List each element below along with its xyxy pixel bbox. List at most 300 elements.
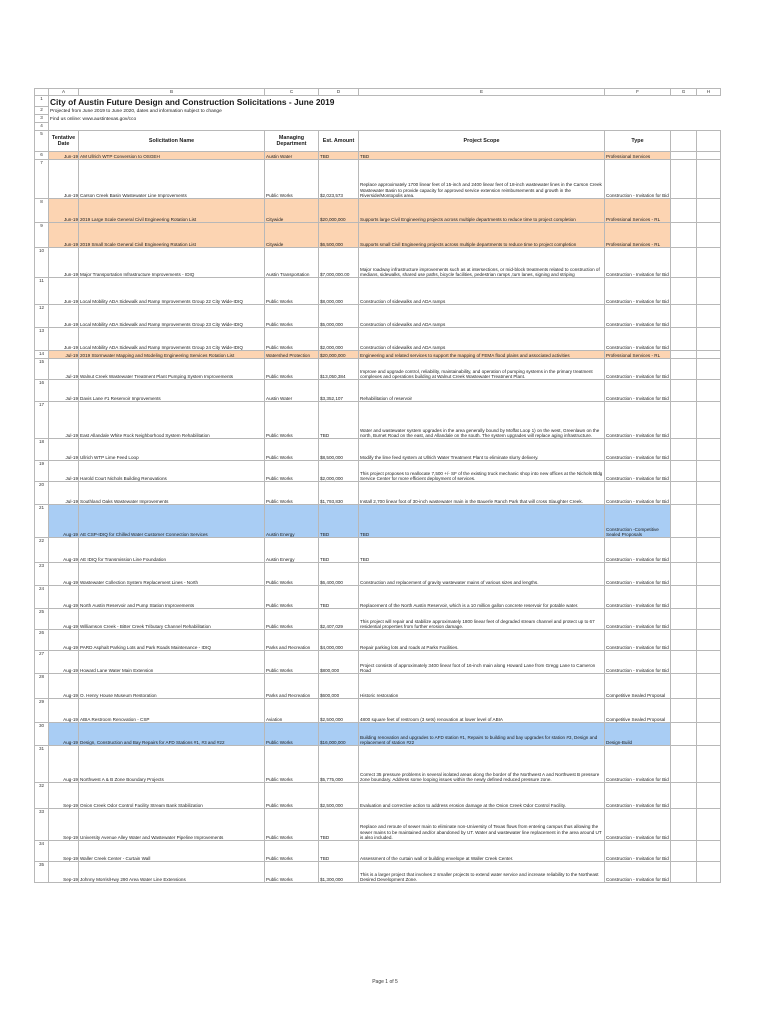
empty-cell bbox=[671, 862, 697, 883]
type-cell: Construction - Invitation for Bid bbox=[605, 461, 671, 482]
type-cell: Construction - Invitation for Bid bbox=[605, 609, 671, 630]
amount-cell: TBD bbox=[319, 538, 359, 563]
amount-cell: $1,793,830 bbox=[319, 482, 359, 505]
row-number: 16 bbox=[35, 380, 49, 402]
row-number: 11 bbox=[35, 278, 49, 305]
header-solicitation-name: Solicitation Name bbox=[79, 131, 265, 152]
empty-cell bbox=[671, 380, 697, 402]
department-cell: Public Works bbox=[265, 278, 319, 305]
empty-cell bbox=[697, 248, 721, 278]
type-cell: Construction - Invitation for Bid bbox=[605, 746, 671, 783]
type-cell: Professional Services - RL bbox=[605, 223, 671, 248]
subtitle-row bbox=[35, 115, 721, 123]
scope-cell: Building renovation and upgrades to AFD station #1, Repairs to building and bay upgrades for station #3, Design and replacement of station #22 bbox=[359, 723, 605, 746]
department-cell: Parks and Recreation bbox=[265, 674, 319, 699]
solicitation-name-cell: North Austin Reservoir and Pump Station Improvements bbox=[79, 586, 265, 609]
empty-cell bbox=[671, 439, 697, 461]
empty-cell bbox=[697, 152, 721, 160]
page-footer: Page 1 of 5 bbox=[372, 979, 398, 985]
empty-cell bbox=[671, 131, 697, 152]
amount-cell: TBD bbox=[319, 152, 359, 160]
amount-cell: $20,000,000 bbox=[319, 199, 359, 223]
amount-cell: TBD bbox=[319, 505, 359, 538]
type-cell: Construction - Invitation for Bid bbox=[605, 248, 671, 278]
subtitle-row bbox=[35, 107, 721, 115]
row-number: 23 bbox=[35, 563, 49, 586]
amount-cell: $6,400,000 bbox=[319, 563, 359, 586]
empty-cell bbox=[671, 609, 697, 630]
table-row bbox=[35, 402, 721, 439]
scope-cell: This project proposes to reallocate 7,500 +/- SF of the existing truck mechanic shop into new offices at the Nichols Bldg Service Center for more efficient deployment of services. bbox=[359, 461, 605, 482]
empty-cell bbox=[671, 359, 697, 380]
amount-cell: $2,023,573 bbox=[319, 160, 359, 199]
spreadsheet bbox=[34, 88, 720, 883]
type-cell: Construction - Invitation for Bid bbox=[605, 783, 671, 809]
amount-cell: $8,500,000 bbox=[319, 439, 359, 461]
amount-cell: $5,775,000 bbox=[319, 746, 359, 783]
solicitation-name-cell: 2019 Stormwater Mapping and Modeling Engineering Services Rotation List bbox=[79, 351, 265, 359]
amount-cell: TBD bbox=[319, 841, 359, 862]
empty-cell bbox=[697, 609, 721, 630]
empty-cell bbox=[697, 359, 721, 380]
row-number: 15 bbox=[35, 359, 49, 380]
header-project-scope: Project Scope bbox=[359, 131, 605, 152]
amount-cell: $13,050,384 bbox=[319, 359, 359, 380]
column-header-b: B bbox=[79, 89, 265, 96]
solicitations-table bbox=[34, 88, 721, 883]
date-cell: Jul-19 bbox=[49, 359, 79, 380]
empty-cell bbox=[697, 461, 721, 482]
row-number: 25 bbox=[35, 609, 49, 630]
type-cell: Construction - Invitation for Bid bbox=[605, 563, 671, 586]
date-cell: Jul-19 bbox=[49, 402, 79, 439]
row-number: 14 bbox=[35, 351, 49, 359]
table-row bbox=[35, 841, 721, 862]
table-row bbox=[35, 359, 721, 380]
solicitation-name-cell: University Avenue Alley Water and Wastewater Pipeline Improvements bbox=[79, 809, 265, 841]
row-number: 24 bbox=[35, 586, 49, 609]
solicitation-name-cell: Design, Construction and Bay Repairs for AFD Stations #1, #3 and #22 bbox=[79, 723, 265, 746]
date-cell: Sep-19 bbox=[49, 841, 79, 862]
row-number: 28 bbox=[35, 674, 49, 699]
type-cell: Professional Services - RL bbox=[605, 199, 671, 223]
empty-cell bbox=[697, 674, 721, 699]
scope-cell: TBD bbox=[359, 152, 605, 160]
header-date: Tentative Date bbox=[49, 131, 79, 152]
department-cell: Public Works bbox=[265, 328, 319, 351]
table-header-row bbox=[35, 131, 721, 152]
table-row bbox=[35, 586, 721, 609]
solicitation-name-cell: Waller Creek Center - Curtain Wall bbox=[79, 841, 265, 862]
department-cell: Public Works bbox=[265, 160, 319, 199]
type-cell: Construction - Invitation for Bid bbox=[605, 586, 671, 609]
subtitle-website: Find us online: www.austintexas.gov/cco bbox=[50, 117, 137, 123]
scope-cell: Replace approximately 1700 linear feet of 15-inch and 2400 linear feet of 18-inch wastewater lines in the Carson Creek Wastewater Basin to provide capacity for approved service extension reimbursements and growth in the Riverside/Montopolis area. bbox=[359, 160, 605, 199]
solicitation-name-cell: PARD Asphalt Parking Lots and Park Roads Maintenance - IDIQ bbox=[79, 630, 265, 651]
solicitation-name-cell: Carson Creek Basin Wastewater Line Improvements bbox=[79, 160, 265, 199]
date-cell: Jun-19 bbox=[49, 160, 79, 199]
amount-cell: $3,352,107 bbox=[319, 380, 359, 402]
department-cell: Public Works bbox=[265, 809, 319, 841]
scope-cell: Engineering and related services to support the mapping of FEMA flood plains and associated activities bbox=[359, 351, 605, 359]
row-number: 32 bbox=[35, 783, 49, 809]
amount-cell: $2,500,000 bbox=[319, 783, 359, 809]
scope-cell: Correct 35 pressure problems in several isolated areas along the border of the Northwest A and Northwest B pressure zone boundary. Address some looping issues within the newly defined reduced pressure zone. bbox=[359, 746, 605, 783]
empty-cell bbox=[697, 328, 721, 351]
empty-cell bbox=[697, 380, 721, 402]
scope-cell: Construction of sidewalks and ADA ramps bbox=[359, 328, 605, 351]
date-cell: Jun-19 bbox=[49, 305, 79, 328]
empty-cell bbox=[671, 651, 697, 674]
scope-cell: Replacement of the North Austin Reservoir, which is a 10 million gallon concrete reservoir for potable water. bbox=[359, 586, 605, 609]
type-cell: Construction - Invitation for Bid bbox=[605, 305, 671, 328]
date-cell: Jun-19 bbox=[49, 223, 79, 248]
date-cell: Jul-19 bbox=[49, 439, 79, 461]
table-row bbox=[35, 380, 721, 402]
column-header-d: D bbox=[319, 89, 359, 96]
empty-cell bbox=[671, 586, 697, 609]
type-cell: Construction - Invitation for Bid bbox=[605, 402, 671, 439]
amount-cell: TBD bbox=[319, 402, 359, 439]
solicitation-name-cell: Southland Oaks Wastewater Improvements bbox=[79, 482, 265, 505]
type-cell: Construction -Competitive Sealed Proposals bbox=[605, 505, 671, 538]
empty-cell bbox=[697, 538, 721, 563]
row-number: 5 bbox=[35, 131, 49, 152]
row-number: 20 bbox=[35, 482, 49, 505]
date-cell: Aug-19 bbox=[49, 538, 79, 563]
type-cell: Construction - Invitation for Bid bbox=[605, 538, 671, 563]
empty-cell bbox=[697, 809, 721, 841]
date-cell: Jun-19 bbox=[49, 199, 79, 223]
empty-cell bbox=[671, 674, 697, 699]
amount-cell: $1,300,000 bbox=[319, 862, 359, 883]
department-cell: Citywide bbox=[265, 223, 319, 248]
scope-cell: Improve and upgrade control, reliability, maintainability, and operation of pumping systems in the primary treatment complexes and operations building at Walnut Creek Wastewater Treatment Plant. bbox=[359, 359, 605, 380]
amount-cell: TBD bbox=[319, 809, 359, 841]
department-cell: Public Works bbox=[265, 439, 319, 461]
table-row bbox=[35, 723, 721, 746]
date-cell: Aug-19 bbox=[49, 586, 79, 609]
scope-cell: TBD bbox=[359, 538, 605, 563]
row-number: 4 bbox=[35, 123, 49, 131]
table-row bbox=[35, 674, 721, 699]
table-row bbox=[35, 248, 721, 278]
scope-cell: Supports large Civil Engineering projects across multiple departments to reduce time to project completion bbox=[359, 199, 605, 223]
row-number: 31 bbox=[35, 746, 49, 783]
empty-cell bbox=[671, 152, 697, 160]
type-cell: Construction - Invitation for Bid bbox=[605, 482, 671, 505]
empty-cell bbox=[671, 199, 697, 223]
empty-cell bbox=[697, 746, 721, 783]
amount-cell: $5,000,000 bbox=[319, 305, 359, 328]
table-row bbox=[35, 439, 721, 461]
scope-cell: Replace and reroute of sewer main to eliminate non-University of Texas flows from entering campus thus allowing the sewer mains to be maintained and/or abandoned by UT. Water and wastewater line replacement in the area around UT is also included. bbox=[359, 809, 605, 841]
amount-cell: $16,000,000 bbox=[319, 723, 359, 746]
department-cell: Parks and Recreation bbox=[265, 630, 319, 651]
amount-cell: $800,000 bbox=[319, 651, 359, 674]
type-cell: Construction - Invitation for Bid bbox=[605, 862, 671, 883]
department-cell: Public Works bbox=[265, 402, 319, 439]
type-cell: Professional Services bbox=[605, 152, 671, 160]
header-est-amount: Est. Amount bbox=[319, 131, 359, 152]
table-row bbox=[35, 328, 721, 351]
date-cell: Aug-19 bbox=[49, 505, 79, 538]
scope-cell: Repair parking lots and roads at Parks Facilities. bbox=[359, 630, 605, 651]
empty-cell bbox=[671, 160, 697, 199]
scope-cell: Construction of sidewalks and ADA ramps bbox=[359, 278, 605, 305]
table-row bbox=[35, 505, 721, 538]
department-cell: Public Works bbox=[265, 586, 319, 609]
empty-cell bbox=[697, 160, 721, 199]
solicitation-name-cell: Local Mobility ADA Sidewalk and Ramp Improvements Group 24 City Wide-IDIQ bbox=[79, 328, 265, 351]
table-row bbox=[35, 223, 721, 248]
solicitation-name-cell: Davis Lane #1 Reservoir Improvements bbox=[79, 380, 265, 402]
row-number: 35 bbox=[35, 862, 49, 883]
empty-cell bbox=[671, 809, 697, 841]
scope-cell: Water and wastewater system upgrades in the area generally bound by Moffat Loop 1) on the west, Greenlawn on the north, Burnet Road on the east, and Allandale on the south. The system upgrades will replace aging infrastructure. bbox=[359, 402, 605, 439]
table-row bbox=[35, 746, 721, 783]
row-number: 17 bbox=[35, 402, 49, 439]
solicitation-name-cell: Local Mobility ADA Sidewalk and Ramp Improvements Group 22 City Wide-IDIQ bbox=[79, 278, 265, 305]
row-number: 9 bbox=[35, 223, 49, 248]
date-cell: Aug-19 bbox=[49, 651, 79, 674]
table-row bbox=[35, 630, 721, 651]
date-cell: Aug-19 bbox=[49, 723, 79, 746]
blank-cell bbox=[49, 123, 721, 131]
empty-cell bbox=[671, 461, 697, 482]
department-cell: Watershed Protection bbox=[265, 351, 319, 359]
amount-cell: $2,500,000 bbox=[319, 699, 359, 723]
type-cell: Professional Services - RL bbox=[605, 351, 671, 359]
empty-cell bbox=[697, 305, 721, 328]
column-header-g: G bbox=[671, 89, 697, 96]
type-cell: Construction - Invitation for Bid bbox=[605, 841, 671, 862]
table-row bbox=[35, 783, 721, 809]
amount-cell: $6,500,000 bbox=[319, 223, 359, 248]
empty-cell bbox=[671, 783, 697, 809]
date-cell: Jul-19 bbox=[49, 380, 79, 402]
empty-cell bbox=[697, 841, 721, 862]
department-cell: Aviation bbox=[265, 699, 319, 723]
scope-cell: Project consists of approximately 3400 linear foot of 16-inch main along Howard Lane from Gregg Lane to Cameron Road bbox=[359, 651, 605, 674]
empty-cell bbox=[671, 328, 697, 351]
amount-cell: $4,000,000 bbox=[319, 630, 359, 651]
type-cell: Construction - Invitation for Bid bbox=[605, 809, 671, 841]
empty-cell bbox=[671, 305, 697, 328]
column-header-row bbox=[35, 89, 721, 96]
date-cell: Jun-19 bbox=[49, 328, 79, 351]
department-cell: Public Works bbox=[265, 746, 319, 783]
row-number: 34 bbox=[35, 841, 49, 862]
scope-cell: 4800 square feet of restroom (3 sets) renovation at lower level of ABIA bbox=[359, 699, 605, 723]
solicitation-name-cell: Harold Court Nichols Building Renovations bbox=[79, 461, 265, 482]
empty-cell bbox=[697, 783, 721, 809]
department-cell: Austin Water bbox=[265, 152, 319, 160]
empty-cell bbox=[697, 505, 721, 538]
scope-cell: Construction and replacement of gravity wastewater mains of various sizes and lengths. bbox=[359, 563, 605, 586]
row-number: 7 bbox=[35, 160, 49, 199]
table-row bbox=[35, 199, 721, 223]
solicitation-name-cell: ABIA Restroom Renovation - CSP bbox=[79, 699, 265, 723]
column-header-a: A bbox=[49, 89, 79, 96]
department-cell: Public Works bbox=[265, 563, 319, 586]
amount-cell: $8,000,000 bbox=[319, 278, 359, 305]
scope-cell: Construction of sidewalks and ADA ramps bbox=[359, 305, 605, 328]
department-cell: Public Works bbox=[265, 841, 319, 862]
date-cell: Aug-19 bbox=[49, 674, 79, 699]
scope-cell: This is a larger project that involves 2 smaller projects to extend water service and increase reliability to the Northeast Desired Development Zone. bbox=[359, 862, 605, 883]
type-cell: Construction - Invitation for Bid bbox=[605, 160, 671, 199]
type-cell: Competitive Sealed Proposal bbox=[605, 699, 671, 723]
column-header-f: F bbox=[605, 89, 671, 96]
table-row bbox=[35, 160, 721, 199]
department-cell: Public Works bbox=[265, 461, 319, 482]
scope-cell: Install 2,700 linear foot of 30-inch wastewater main in the Bauerle Ranch Park that will cross Slaughter Creek. bbox=[359, 482, 605, 505]
empty-cell bbox=[697, 482, 721, 505]
table-row bbox=[35, 699, 721, 723]
date-cell: Aug-19 bbox=[49, 609, 79, 630]
date-cell: Sep-19 bbox=[49, 862, 79, 883]
amount-cell: $7,000,000.00 bbox=[319, 248, 359, 278]
department-cell: Public Works bbox=[265, 862, 319, 883]
empty-cell bbox=[697, 723, 721, 746]
date-cell: Jun-19 bbox=[49, 248, 79, 278]
solicitation-name-cell: 2019 Large Scale General Civil Engineering Rotation List bbox=[79, 199, 265, 223]
table-row bbox=[35, 351, 721, 359]
row-number: 18 bbox=[35, 439, 49, 461]
table-row bbox=[35, 809, 721, 841]
empty-cell bbox=[697, 402, 721, 439]
scope-cell: Modify the lime feed system at Ullrich Water Treatment Plant to eliminate slurry delivery. bbox=[359, 439, 605, 461]
solicitation-name-cell: Wastewater Collection System Replacement Lines - North bbox=[79, 563, 265, 586]
page-title: City of Austin Future Design and Construction Solicitations - June 2019 bbox=[50, 96, 335, 107]
table-row bbox=[35, 152, 721, 160]
department-cell: Public Works bbox=[265, 609, 319, 630]
column-header-e: E bbox=[359, 89, 605, 96]
row-number: 6 bbox=[35, 152, 49, 160]
row-number: 12 bbox=[35, 305, 49, 328]
date-cell: Aug-19 bbox=[49, 746, 79, 783]
type-cell: Design-Build bbox=[605, 723, 671, 746]
amount-cell: $20,000,000 bbox=[319, 351, 359, 359]
row-number: 27 bbox=[35, 651, 49, 674]
date-cell: Jul-19 bbox=[49, 482, 79, 505]
empty-cell bbox=[671, 223, 697, 248]
date-cell: Aug-19 bbox=[49, 630, 79, 651]
department-cell: Public Works bbox=[265, 723, 319, 746]
solicitation-name-cell: Onion Creek Odor Control Facility Stream Bank Stabilization bbox=[79, 783, 265, 809]
empty-cell bbox=[671, 699, 697, 723]
empty-cell bbox=[671, 841, 697, 862]
table-row bbox=[35, 461, 721, 482]
empty-cell bbox=[671, 351, 697, 359]
amount-cell: $2,000,000 bbox=[319, 461, 359, 482]
date-cell: Jun-19 bbox=[49, 152, 79, 160]
type-cell: Construction - Invitation for Bid bbox=[605, 630, 671, 651]
empty-cell bbox=[671, 402, 697, 439]
solicitation-name-cell: Walnut Creek Wastewater Treatment Plant Pumping System Improvements bbox=[79, 359, 265, 380]
row-number: 21 bbox=[35, 505, 49, 538]
empty-cell bbox=[671, 278, 697, 305]
department-cell: Public Works bbox=[265, 482, 319, 505]
table-row bbox=[35, 538, 721, 563]
empty-cell bbox=[671, 482, 697, 505]
date-cell: Jul-19 bbox=[49, 461, 79, 482]
solicitation-name-cell: Ullrich WTP Lime Feed Loop bbox=[79, 439, 265, 461]
empty-cell bbox=[697, 586, 721, 609]
empty-cell bbox=[697, 630, 721, 651]
solicitation-name-cell: AE IDIQ for Transmission Line Foundation bbox=[79, 538, 265, 563]
empty-cell bbox=[697, 439, 721, 461]
row-number: 29 bbox=[35, 699, 49, 723]
row-number: 26 bbox=[35, 630, 49, 651]
scope-cell: TBD bbox=[359, 505, 605, 538]
scope-cell: Major roadway infrastructure improvements such as at intersections, or mid-block treatments related to construction of medians, sidewalks, shared use paths, bicycle facilities, pedestrian ramps ,turn lanes, signing and striping bbox=[359, 248, 605, 278]
solicitation-name-cell: Johnny Morris/Hwy 290 Area Water Line Extensions bbox=[79, 862, 265, 883]
table-row bbox=[35, 278, 721, 305]
empty-cell bbox=[697, 278, 721, 305]
scope-cell: This project will repair and stabilize approximately 1800 linear feet of degraded stream channel and protect up to 67 residential properties from further erosion damage. bbox=[359, 609, 605, 630]
empty-cell bbox=[671, 538, 697, 563]
department-cell: Public Works bbox=[265, 783, 319, 809]
table-row bbox=[35, 609, 721, 630]
date-cell: Sep-19 bbox=[49, 809, 79, 841]
empty-cell bbox=[697, 862, 721, 883]
solicitation-name-cell: O. Henry House Museum Restoration bbox=[79, 674, 265, 699]
row-number: 19 bbox=[35, 461, 49, 482]
date-cell: Jun-19 bbox=[49, 278, 79, 305]
empty-cell bbox=[671, 248, 697, 278]
empty-cell bbox=[697, 199, 721, 223]
department-cell: Austin Water bbox=[265, 380, 319, 402]
solicitation-name-cell: Local Mobility ADA Sidewalk and Ramp Improvements Group 23 City Wide-IDIQ bbox=[79, 305, 265, 328]
amount-cell: $2,000,000 bbox=[319, 328, 359, 351]
type-cell: Competitive Sealed Proposal bbox=[605, 674, 671, 699]
row-number: 2 bbox=[35, 107, 49, 115]
type-cell: Construction - Invitation for Bid bbox=[605, 380, 671, 402]
department-cell: Public Works bbox=[265, 305, 319, 328]
table-row bbox=[35, 563, 721, 586]
department-cell: Austin Transportation bbox=[265, 248, 319, 278]
empty-cell bbox=[697, 223, 721, 248]
scope-cell: Historic restoration bbox=[359, 674, 605, 699]
type-cell: Construction - Invitation for Bid bbox=[605, 651, 671, 674]
empty-cell bbox=[697, 563, 721, 586]
amount-cell: $2,407,029 bbox=[319, 609, 359, 630]
empty-cell bbox=[671, 505, 697, 538]
row-number: 1 bbox=[35, 96, 49, 107]
department-cell: Austin Energy bbox=[265, 505, 319, 538]
type-cell: Construction - Invitation for Bid bbox=[605, 328, 671, 351]
header-managing-department: Managing Department bbox=[265, 131, 319, 152]
department-cell: Citywide bbox=[265, 199, 319, 223]
empty-cell bbox=[671, 630, 697, 651]
solicitation-name-cell: Northwest A & B Zone Boundary Projects bbox=[79, 746, 265, 783]
scope-cell: Assessment of the curtain wall or building envelope at Waller Creek Center. bbox=[359, 841, 605, 862]
row-number: 30 bbox=[35, 723, 49, 746]
date-cell: Aug-19 bbox=[49, 699, 79, 723]
type-cell: Construction - Invitation for Bid bbox=[605, 278, 671, 305]
title-row bbox=[35, 96, 721, 107]
scope-cell: Rehabilitation of reservoir bbox=[359, 380, 605, 402]
empty-cell bbox=[697, 699, 721, 723]
solicitation-name-cell: Major Transportation Infrastructure Improvements - IDIQ bbox=[79, 248, 265, 278]
solicitation-name-cell: AM Ullrich WTP Conversion to OSGEH bbox=[79, 152, 265, 160]
table-row bbox=[35, 651, 721, 674]
row-number: 8 bbox=[35, 199, 49, 223]
blank-row bbox=[35, 123, 721, 131]
corner-cell bbox=[35, 89, 49, 96]
